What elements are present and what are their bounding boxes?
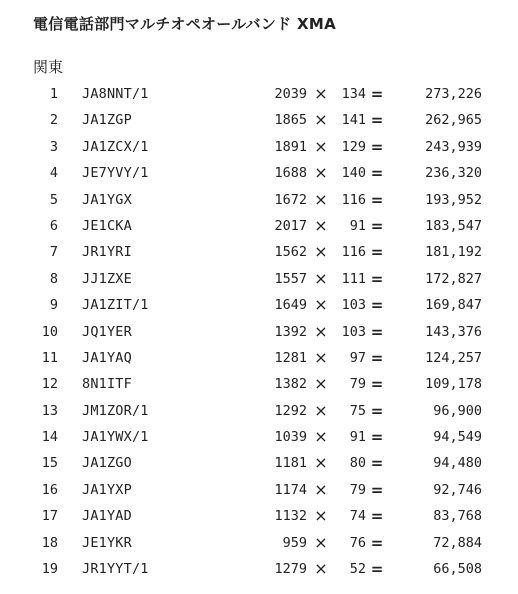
callsign: JA1YGX [82, 191, 132, 208]
equals-sign: = [370, 533, 384, 552]
multiplier: 116 [341, 244, 366, 261]
times-sign: × [314, 374, 328, 394]
score: 109,178 [425, 376, 482, 393]
score: 262,965 [425, 112, 482, 129]
result-row [0, 292, 518, 318]
rank: 4 [49, 165, 58, 182]
rank: 15 [41, 455, 58, 472]
callsign: JA1YWX/1 [82, 429, 149, 446]
rank: 16 [41, 481, 58, 498]
equals-sign: = [370, 243, 384, 262]
rank: 13 [41, 402, 58, 419]
callsign: JA1ZCX/1 [82, 138, 149, 155]
result-row [0, 107, 518, 133]
times-sign: × [314, 136, 328, 156]
equals-sign: = [370, 348, 384, 367]
qso-count: 1382 [274, 376, 307, 393]
score: 243,939 [425, 138, 482, 155]
rank: 5 [49, 191, 58, 208]
callsign: JE7YVY/1 [82, 165, 149, 182]
equals-sign: = [370, 216, 384, 235]
callsign: JA1ZGO [82, 455, 132, 472]
equals-sign: = [370, 480, 384, 499]
multiplier: 129 [341, 138, 366, 155]
region-heading: 関東 [33, 58, 64, 76]
times-sign: × [314, 427, 328, 447]
qso-count: 1039 [274, 429, 307, 446]
result-row [0, 556, 518, 582]
score: 94,549 [433, 429, 482, 446]
rank: 3 [49, 138, 58, 155]
equals-sign: = [370, 507, 384, 526]
callsign: JA1YAQ [82, 349, 132, 366]
result-row [0, 477, 518, 503]
times-sign: × [314, 268, 328, 288]
times-sign: × [314, 84, 328, 103]
result-row [0, 345, 518, 371]
score: 169,847 [425, 297, 482, 314]
rank: 12 [41, 376, 58, 393]
result-row [0, 81, 518, 107]
multiplier: 74 [349, 508, 366, 525]
callsign: JA1ZIT/1 [82, 297, 149, 314]
callsign: JA8NNT/1 [82, 86, 149, 102]
callsign: JA1ZGP [82, 112, 132, 129]
callsign: 8N1ITF [82, 376, 132, 393]
rank: 8 [49, 270, 58, 287]
equals-sign: = [370, 190, 384, 209]
rank: 19 [41, 561, 58, 578]
result-row [0, 134, 518, 160]
result-row [0, 266, 518, 292]
qso-count: 959 [282, 534, 307, 551]
qso-count: 1292 [274, 402, 307, 419]
multiplier: 111 [341, 270, 366, 287]
score: 172,827 [425, 270, 482, 287]
result-row [0, 424, 518, 450]
qso-count: 1557 [274, 270, 307, 287]
times-sign: × [314, 215, 328, 235]
multiplier: 91 [349, 429, 366, 446]
times-sign: × [314, 189, 328, 209]
result-row [0, 450, 518, 476]
result-row [0, 503, 518, 529]
rank: 1 [49, 86, 58, 102]
result-row [0, 371, 518, 397]
page-title: 電信電話部門マルチオペオールバンド XMA [33, 15, 336, 33]
equals-sign: = [370, 137, 384, 156]
multiplier: 76 [349, 534, 366, 551]
equals-sign: = [370, 401, 384, 420]
results-list [0, 81, 518, 582]
qso-count: 1649 [274, 297, 307, 314]
equals-sign: = [370, 454, 384, 473]
equals-sign: = [370, 560, 384, 579]
times-sign: × [314, 242, 328, 262]
qso-count: 1688 [274, 165, 307, 182]
rank: 9 [49, 297, 58, 314]
multiplier: 91 [349, 217, 366, 234]
result-row [0, 530, 518, 556]
score: 193,952 [425, 191, 482, 208]
qso-count: 1174 [274, 481, 307, 498]
result-row [0, 187, 518, 213]
rank: 6 [49, 217, 58, 234]
score: 96,900 [433, 402, 482, 419]
multiplier: 141 [341, 112, 366, 129]
multiplier: 103 [341, 297, 366, 314]
callsign: JM1ZOR/1 [82, 402, 149, 419]
result-row [0, 398, 518, 424]
score: 94,480 [433, 455, 482, 472]
multiplier: 79 [349, 376, 366, 393]
qso-count: 2017 [274, 217, 307, 234]
qso-count: 1865 [274, 112, 307, 129]
rank: 7 [49, 244, 58, 261]
qso-count: 1891 [274, 138, 307, 155]
times-sign: × [314, 295, 328, 315]
qso-count: 1392 [274, 323, 307, 340]
equals-sign: = [370, 269, 384, 288]
equals-sign: = [370, 322, 384, 341]
rank: 2 [49, 112, 58, 129]
rank: 10 [41, 323, 58, 340]
callsign: JR1YRI [82, 244, 132, 261]
equals-sign: = [370, 85, 384, 103]
equals-sign: = [370, 428, 384, 447]
times-sign: × [314, 506, 328, 526]
multiplier: 80 [349, 455, 366, 472]
rank: 14 [41, 429, 58, 446]
rank: 17 [41, 508, 58, 525]
times-sign: × [314, 321, 328, 341]
score: 143,376 [425, 323, 482, 340]
score: 236,320 [425, 165, 482, 182]
score: 66,508 [433, 561, 482, 578]
times-sign: × [314, 479, 328, 499]
result-row [0, 239, 518, 265]
multiplier: 103 [341, 323, 366, 340]
rank: 18 [41, 534, 58, 551]
multiplier: 140 [341, 165, 366, 182]
callsign: JE1CKA [82, 217, 132, 234]
qso-count: 1562 [274, 244, 307, 261]
equals-sign: = [370, 375, 384, 394]
score: 72,884 [433, 534, 482, 551]
times-sign: × [314, 532, 328, 552]
qso-count: 1181 [274, 455, 307, 472]
score: 92,746 [433, 481, 482, 498]
multiplier: 79 [349, 481, 366, 498]
multiplier: 116 [341, 191, 366, 208]
result-row [0, 319, 518, 345]
result-row [0, 213, 518, 239]
score: 183,547 [425, 217, 482, 234]
callsign: JJ1ZXE [82, 270, 132, 287]
rank: 11 [41, 349, 58, 366]
score: 83,768 [433, 508, 482, 525]
times-sign: × [314, 347, 328, 367]
times-sign: × [314, 453, 328, 473]
times-sign: × [314, 110, 328, 130]
callsign: JE1YKR [82, 534, 132, 551]
qso-count: 1279 [274, 561, 307, 578]
callsign: JA1YXP [82, 481, 132, 498]
times-sign: × [314, 400, 328, 420]
qso-count: 1132 [274, 508, 307, 525]
multiplier: 134 [341, 86, 366, 102]
qso-count: 1672 [274, 191, 307, 208]
times-sign: × [314, 163, 328, 183]
callsign: JR1YYT/1 [82, 561, 149, 578]
multiplier: 75 [349, 402, 366, 419]
equals-sign: = [370, 296, 384, 315]
equals-sign: = [370, 111, 384, 130]
qso-count: 1281 [274, 349, 307, 366]
callsign: JA1YAD [82, 508, 132, 525]
qso-count: 2039 [274, 86, 307, 102]
multiplier: 97 [349, 349, 366, 366]
times-sign: × [314, 559, 328, 579]
equals-sign: = [370, 164, 384, 183]
score: 273,226 [425, 86, 482, 102]
callsign: JQ1YER [82, 323, 132, 340]
multiplier: 52 [349, 561, 366, 578]
result-row [0, 160, 518, 186]
score: 124,257 [425, 349, 482, 366]
score: 181,192 [425, 244, 482, 261]
